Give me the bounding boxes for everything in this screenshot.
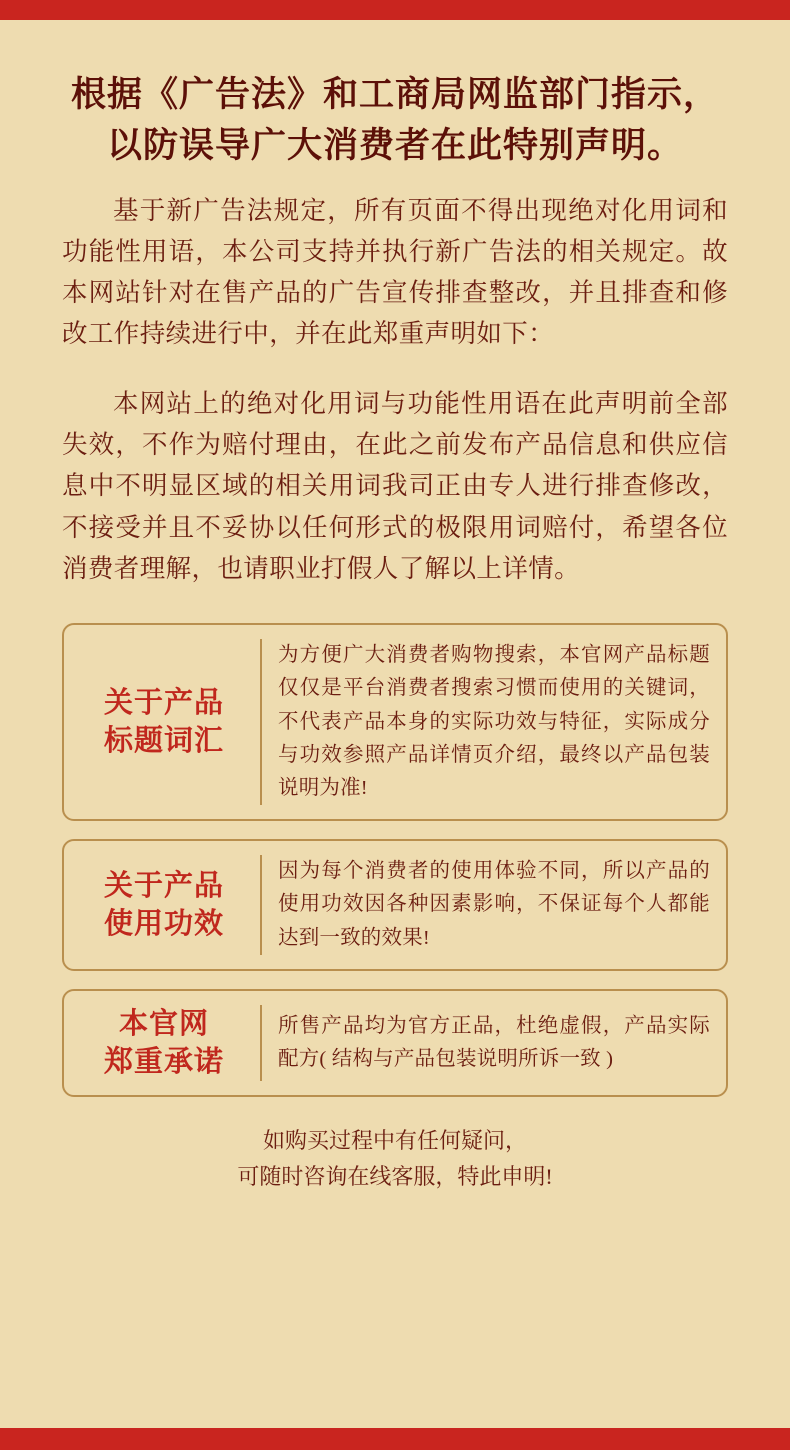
card-title-line-1: 关于产品 — [103, 686, 224, 719]
statement-card-list — [62, 623, 728, 1097]
statement-card-product-title-wording — [62, 623, 728, 821]
statement-paragraph-2: 本网站上的绝对化用词与功能性用语在此声明前全部失效，不作为赔付理由，在此之前发布产品信息和供应信息中不明显区域的相关用词我司正由专人进行排查修改，不接受并且不妥协以任何形式的极限用词赔付，希望各位消费者理解，也请职业打假人了解以上详情。 — [62, 388, 728, 583]
card-title-line-2: 使用功效 — [103, 907, 224, 940]
card-title-line-2: 标题词汇 — [103, 725, 224, 758]
footer-note — [62, 1123, 728, 1193]
card-body: 所售产品均为官方正品，杜绝虚假，产品实际配方( 结构与产品包装说明所诉一致 ) — [278, 1014, 710, 1071]
card-title — [80, 639, 262, 805]
card-title-line-1: 本官网 — [118, 1007, 209, 1040]
footer-note-line-1: 如购买过程中有任何疑问， — [262, 1128, 527, 1154]
card-title — [80, 855, 262, 955]
statement-paragraph-1: 基于新广告法规定，所有页面不得出现绝对化用词和功能性用语，本公司支持并执行新广告法的相关规定。故本网站针对在售产品的广告宣传排查整改，并且排查和修改工作持续进行中，并在此郑重声明如下： — [62, 195, 728, 349]
card-title — [80, 1005, 262, 1082]
card-body: 因为每个消费者的使用体验不同，所以产品的使用功效因各种因素影响，不保证每个人都能达到一致的效果! — [278, 860, 710, 949]
card-body: 为方便广大消费者购物搜索，本官网产品标题仅仅是平台消费者搜索习惯而使用的关键词，不代表产品本身的实际功效与特征，实际成分与功效参照产品详情页介绍，最终以产品包装说明为准! — [278, 644, 710, 799]
footer-note-line-2: 可随时咨询在线客服，特此申明! — [237, 1163, 553, 1189]
statement-panel — [0, 20, 790, 1428]
page-title-line-2: 以防误导广大消费者在此特别声明。 — [106, 125, 683, 165]
statement-card-official-promise — [62, 989, 728, 1098]
card-title-line-2: 郑重承诺 — [103, 1046, 224, 1079]
page-title — [62, 70, 728, 172]
card-title-line-1: 关于产品 — [103, 869, 224, 902]
statement-card-product-efficacy — [62, 839, 728, 971]
page-title-line-1: 根据《广告法》和工商局网监部门指示， — [70, 75, 719, 114]
